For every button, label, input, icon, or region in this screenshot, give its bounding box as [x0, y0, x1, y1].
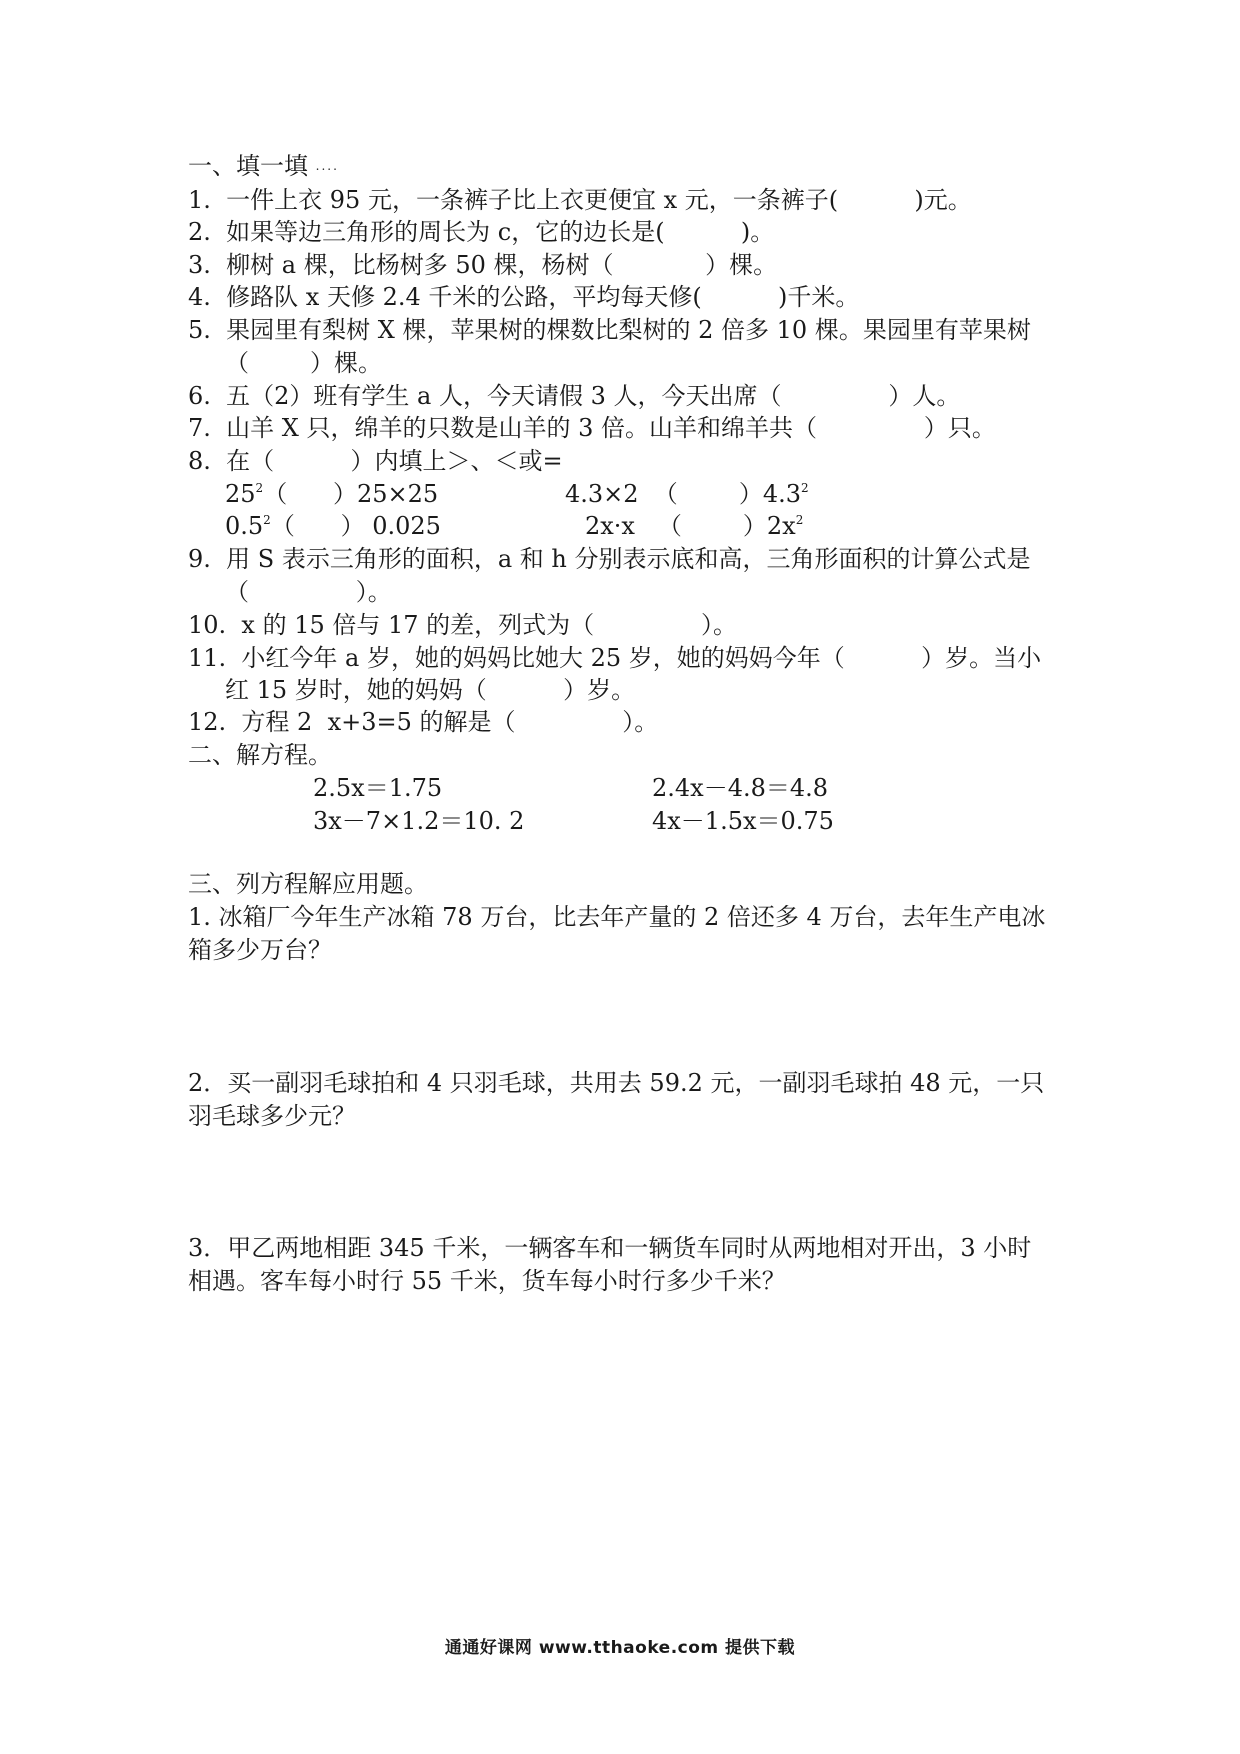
compare-b1	[225, 511, 441, 541]
compare-a1-base: 25	[225, 480, 256, 508]
problem-2-line2: 羽毛球多少元？	[188, 1102, 356, 1130]
compare-a2-exp: 2	[801, 481, 809, 495]
question-9-line2: （ ）。	[225, 578, 392, 606]
compare-b2	[585, 511, 803, 541]
section2-heading: 二、解方程。	[188, 741, 332, 769]
question-8: 8. 在（ ）内填上＞、＜或=	[188, 447, 563, 475]
section1-heading	[188, 151, 339, 181]
emphasis-dots: ....	[315, 159, 339, 173]
question-5-line1: 5. 果园里有梨树 X 棵，苹果树的棵数比梨树的 2 倍多 10 棵。果园里有苹果树	[188, 316, 1031, 344]
compare-a1	[225, 479, 438, 509]
equation-2: 2.4x－4.8＝4.8	[652, 774, 829, 802]
compare-b1-exp: 2	[263, 513, 271, 527]
question-5-line2: （ ）棵。	[225, 349, 383, 377]
problem-3-line1: 3．甲乙两地相距 345 千米，一辆客车和一辆货车同时从两地相对开出，3 小时	[188, 1234, 1032, 1262]
question-11-line1: 11. 小红今年 a 岁，她的妈妈比她大 25 岁，她的妈妈今年（ ）岁。当小	[188, 644, 1042, 672]
question-3: 3. 柳树 a 棵，比杨树多 50 棵，杨树（ ）棵。	[188, 251, 778, 279]
equation-4: 4x－1.5x＝0.75	[652, 807, 834, 835]
compare-b1-base: 0.5	[225, 512, 264, 540]
section3-heading: 三、列方程解应用题。	[188, 870, 428, 898]
question-1: 1. 一件上衣 95 元，一条裤子比上衣更便宜 x 元，一条裤子( )元。	[188, 186, 972, 214]
question-4: 4. 修路队 x 天修 2.4 千米的公路，平均每天修( )千米。	[188, 283, 860, 311]
question-9-line1: 9. 用 S 表示三角形的面积，a 和 h 分别表示底和高，三角形面积的计算公式是	[188, 545, 1031, 573]
section1-heading-text: 一、填一填	[188, 152, 308, 180]
question-12: 12. 方程 2 x+3=5 的解是（ ）。	[188, 708, 659, 736]
compare-b2-text: 2x·x （ ）2x	[585, 512, 796, 540]
compare-a2	[565, 479, 809, 509]
compare-a1-rest: （ ）25×25	[263, 480, 439, 508]
equation-1: 2.5x＝1.75	[313, 774, 443, 802]
footer-source: 通通好课网 www.tthaoke.com 提供下载	[444, 1638, 796, 1658]
question-7: 7. 山羊 X 只，绵羊的只数是山羊的 3 倍。山羊和绵羊共（ ）只。	[188, 414, 996, 442]
equation-3: 3x－7×1.2＝10. 2	[313, 807, 525, 835]
problem-1-line2: 箱多少万台？	[188, 936, 332, 964]
compare-a1-exp: 2	[255, 481, 264, 495]
compare-b1-rest: （ ） 0.025	[270, 512, 441, 540]
problem-1-line1: 1. 冰箱厂今年生产冰箱 78 万台，比去年产量的 2 倍还多 4 万台，去年生产电冰	[188, 903, 1046, 931]
problem-3-line2: 相遇。客车每小时行 55 千米，货车每小时行多少千米？	[188, 1267, 786, 1295]
question-11-line2: 红 15 岁时，她的妈妈（ ）岁。	[225, 676, 636, 704]
question-6: 6. 五（2）班有学生 a 人，今天请假 3 人，今天出席（ ）人。	[188, 382, 961, 410]
compare-a2-text: 4.3×2 （ ）4.3	[565, 480, 802, 508]
problem-2-line1: 2．买一副羽毛球拍和 4 只羽毛球，共用去 59.2 元，一副羽毛球拍 48 元，一只	[188, 1069, 1045, 1097]
compare-b2-exp: 2	[795, 513, 804, 527]
question-2: 2. 如果等边三角形的周长为 c，它的边长是( )。	[188, 218, 775, 246]
question-10: 10. x 的 15 倍与 17 的差，列式为（ ）。	[188, 611, 737, 639]
